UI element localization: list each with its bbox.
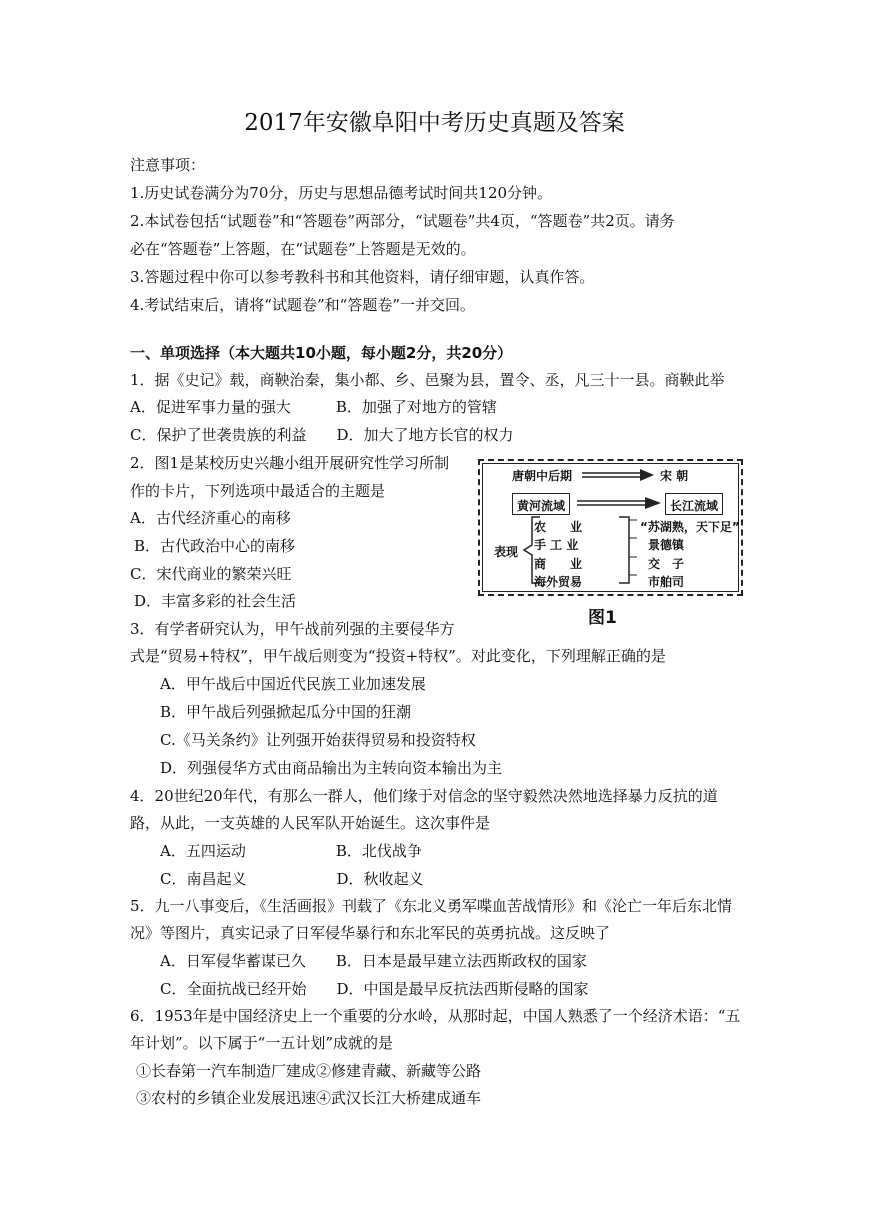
notice-item: 必在“答题卷”上答题，在“试题卷”上答题是无效的。: [130, 240, 476, 258]
notice-item: 2.本试卷包括“试题卷”和“答题卷”两部分，“试题卷”共4页，“答题卷”共2页。请务: [130, 212, 675, 230]
figure-result: “苏湖熟，天下足”: [640, 520, 740, 534]
q2-stem: 作的卡片，下列选项中最适合的主题是: [130, 482, 386, 500]
q3-stem: 3．有学者研究认为，甲午战前列强的主要侵华方: [130, 620, 455, 638]
q2-option-b: B．古代政治中心的南移: [134, 537, 296, 555]
q5-options-row1: A．日军侵华蓄谋已久 B．日本是最早建立法西斯政权的国家: [160, 952, 587, 970]
q2-stem: 2．图1是某校历史兴趣小组开展研究性学习所制: [130, 454, 450, 472]
page-title: 2017年安徽阜阳中考历史真题及答案: [244, 110, 625, 136]
q1-options-row1: A．促进军事力量的强大 B．加强了对地方的管辖: [130, 398, 497, 416]
q1-stem: 1．据《史记》载，商鞅治秦，集小都、乡、邑聚为县，置令、丞，凡三十一县。商鞅此举: [130, 371, 725, 389]
q6-options-row2: ③农村的乡镇企业发展迅速④武汉长江大桥建成通车: [136, 1089, 482, 1107]
notice-heading: 注意事项：: [130, 156, 206, 174]
section-heading: 一、单项选择（本大题共10小题，每小题2分，共20分）: [130, 344, 513, 362]
q4-options-row1: A．五四运动 B．北伐战争: [160, 842, 422, 860]
figure-aspect: 海外贸易: [534, 575, 583, 589]
figure-caption: 图1: [588, 608, 617, 628]
arrow-right-icon: [575, 496, 663, 510]
figure-result: 市舶司: [648, 575, 685, 589]
q4-stem: 路，从此，一支英雄的人民军队开始诞生。这次事件是: [130, 814, 491, 832]
bracket-icon: [615, 515, 639, 585]
q5-stem: 5．九一八事变后，《生活画报》刊载了《东北义勇军喋血苦战情形》和《沦亡一年后东北情: [130, 897, 733, 915]
q1-options-row2: C．保护了世袭贵族的利益 D．加大了地方长官的权力: [130, 426, 514, 444]
figure-period-to: 宋 朝: [660, 469, 689, 483]
q3-option-b: B．甲午战后列强掀起瓜分中国的狂潮: [160, 703, 412, 721]
figure-region-to: 长江流域: [670, 499, 719, 513]
q3-option-a: A．甲午战后中国近代民族工业加速发展: [160, 675, 426, 693]
notice-item: 3.答题过程中你可以参考教科书和其他资料，请仔细审题，认真作答。: [130, 268, 595, 286]
q3-option-d: D．列强侵华方式由商品输出为主转向资本输出为主: [160, 759, 503, 777]
figure-side-label: 表现: [494, 545, 519, 559]
figure-region-from: 黄河流域: [517, 499, 566, 513]
q6-options-row1: ①长春第一汽车制造厂建成②修建青藏、新藏等公路: [136, 1062, 482, 1080]
figure-result: 景德镇: [648, 538, 685, 552]
q6-stem: 年计划”。以下属于“一五计划”成就的是: [130, 1034, 394, 1052]
q3-stem: 式是“贸易+特权”，甲午战后则变为“投资+特权”。对此变化，下列理解正确的是: [130, 647, 666, 665]
figure-period-from: 唐朝中后期: [512, 469, 573, 483]
notice-item: 4.考试结束后，请将“试题卷”和“答题卷”一并交回。: [130, 296, 475, 314]
q4-options-row2: C．南昌起义 D．秋收起义: [160, 870, 424, 888]
q2-option-c: C．宋代商业的繁荣兴旺: [130, 565, 292, 583]
arrow-right-icon: [580, 468, 656, 482]
q6-stem: 6．1953年是中国经济史上一个重要的分水岭，从那时起，中国人熟悉了一个经济术语：“五: [130, 1007, 741, 1025]
q4-stem: 4．20世纪20年代，有那么一群人，他们缘于对信念的坚守毅然决然地选择暴力反抗的道: [130, 787, 718, 805]
q3-option-c: C.《马关条约》让列强开始获得贸易和投资特权: [160, 731, 476, 749]
q2-option-d: D．丰富多彩的社会生活: [134, 592, 297, 610]
notice-item: 1.历史试卷满分为70分，历史与思想品德考试时间共120分钟。: [130, 184, 553, 202]
figure-aspect: 农 业: [534, 520, 583, 534]
q5-options-row2: C．全面抗战已经开始 D．中国是最早反抗法西斯侵略的国家: [160, 980, 589, 998]
q2-option-a: A．古代经济重心的南移: [130, 509, 291, 527]
figure-aspect: 手 工 业: [534, 538, 579, 552]
figure-aspect: 商 业: [534, 557, 583, 571]
q5-stem: 况》等图片，真实记录了日军侵华暴行和东北军民的英勇抗战。这反映了: [130, 924, 611, 942]
figure-result: 交 子: [648, 557, 685, 571]
